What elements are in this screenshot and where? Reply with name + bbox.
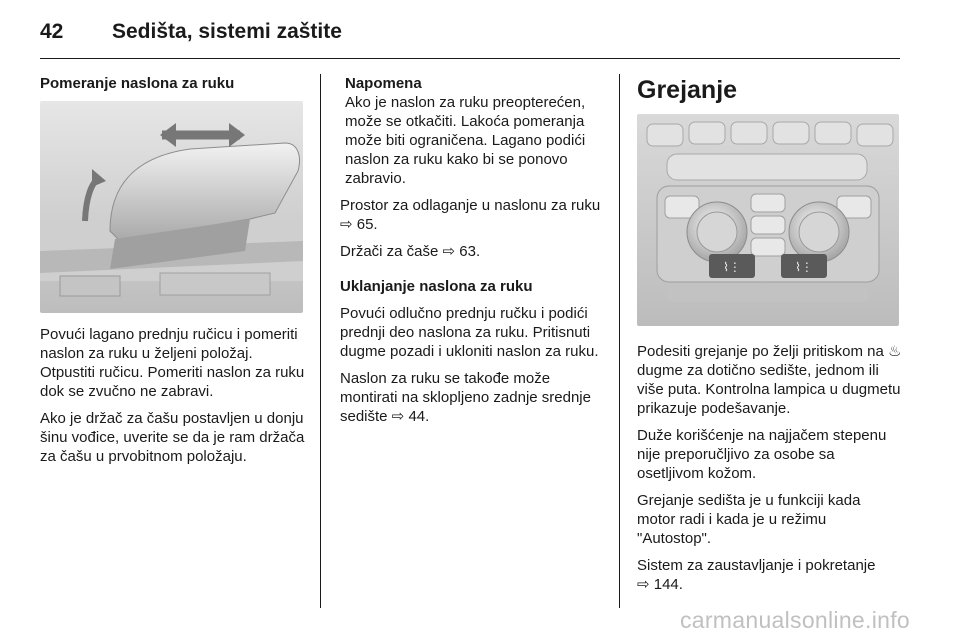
column-divider: [619, 74, 620, 608]
paragraph: Prostor za odlaganje u naslonu za ruku ⇨ 65.: [340, 197, 601, 233]
paragraph: Duže korišćenje na najjačem stepenu nije preporučljivo za osobe sa osetljivom kožom.: [637, 427, 887, 482]
column-left: [40, 74, 306, 474]
paragraph: Držači za čaše ⇨ 63.: [340, 242, 481, 260]
paragraph: Podesiti grejanje po želji pritiskom na ♨ dugme za dotično sedište, jednom ili više puta. Kontrolna lampica u dugmetu prikazuje podešavanje.: [637, 342, 902, 417]
ref-arrow-icon: ⇨: [442, 242, 456, 260]
column-middle: [340, 74, 606, 434]
paragraph: Ako je držač za čašu postavljen u donju šinu vođice, uverite se da je ram držača za čašu u prvobitnom položaju.: [40, 410, 305, 465]
paragraph: Naslon za ruku se takođe može montirati na sklopljeno zadnje srednje sedište ⇨ 44.: [340, 370, 591, 425]
paragraph: Grejanje sedišta je u funkciji kada motor radi i kada je u režimu "Autostop".: [637, 492, 861, 547]
note-box: [340, 74, 606, 188]
section-heading: Uklanjanje naslona za ruku: [340, 278, 533, 295]
ref-arrow-icon: ⇨: [391, 407, 405, 425]
note-title: Napomena: [345, 75, 422, 92]
seat-heat-icon: ♨: [887, 342, 902, 360]
page-title: Sedišta, sistemi zaštite: [112, 20, 342, 43]
page-number: 42: [40, 20, 64, 43]
note-text: Ako je naslon za ruku preopterećen, može se otkačiti. Lakoća pomeranja može biti ograničena. Lagano podići naslon za ruku kako bi se ponovo zabravio.: [345, 94, 586, 187]
ref-arrow-icon: ⇨: [340, 215, 353, 233]
section-title: Grejanje: [637, 76, 738, 104]
column-right: [637, 74, 902, 602]
armrest-illustration: [40, 101, 303, 313]
ref-arrow-icon: ⇨: [637, 575, 650, 593]
column-divider: [320, 74, 321, 608]
paragraph: Povući odlučno prednju ručku i podići prednji deo naslona za ruku. Pritisnuti dugme pozadi i ukloniti naslon za ruku.: [340, 305, 599, 360]
page-header: [40, 20, 342, 50]
watermark: carmanualsonline.info: [679, 607, 910, 633]
climate-control-illustration: [637, 114, 899, 326]
svg-text:⌇⋮: ⌇⋮: [723, 260, 741, 274]
header-rule: [40, 58, 900, 59]
section-heading: Pomeranje naslona za ruku: [40, 75, 235, 92]
paragraph: Povući lagano prednju ručicu i pomeriti naslon za ruku u željeni položaj. Otpustiti ručicu. Pomeriti naslon za ruku dok se zvučno ne zabravi.: [40, 326, 305, 400]
svg-text:⌇⋮: ⌇⋮: [795, 260, 813, 274]
paragraph: Sistem za zaustavljanje i pokretanje ⇨ 144.: [637, 557, 876, 593]
